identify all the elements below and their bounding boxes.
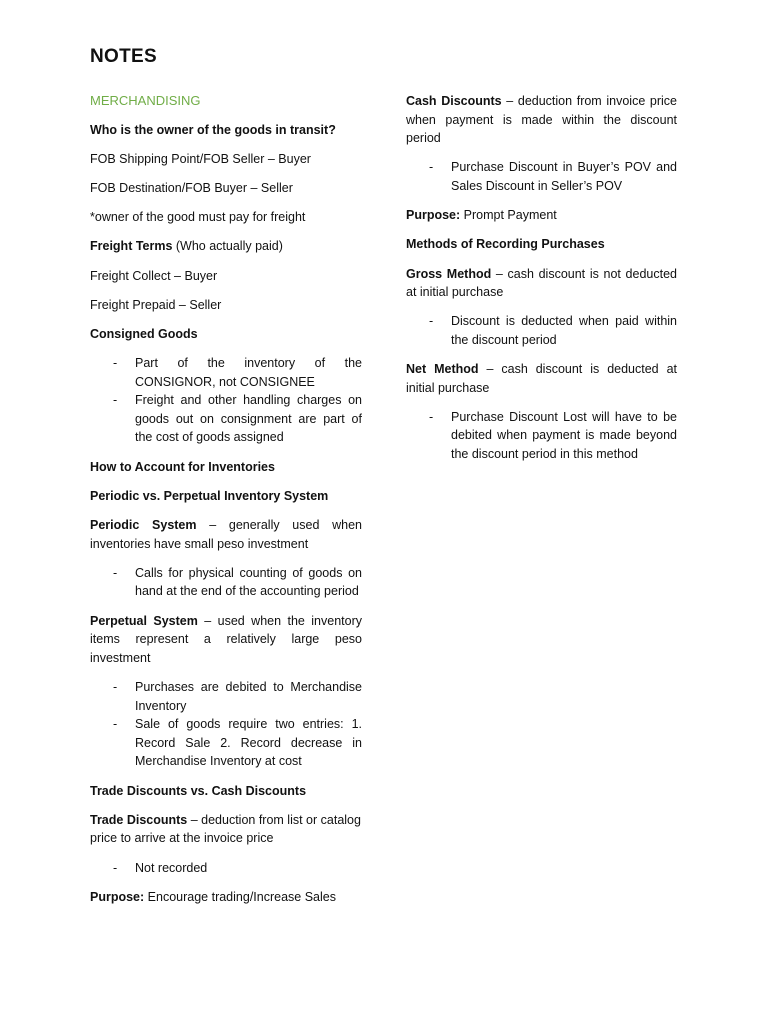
gross-bullet-list xyxy=(406,312,677,349)
list-item: - Purchase Discount Lost will have to be debited when payment is made beyond the discount period in this method xyxy=(406,408,677,464)
purpose-label: Purpose: xyxy=(90,889,145,904)
net-bullet-list xyxy=(406,408,677,464)
methods-heading: Methods of Recording Purchases xyxy=(406,237,605,252)
freight-terms-line xyxy=(90,237,362,256)
cash-purpose-line xyxy=(406,206,677,225)
trade-purpose-line xyxy=(90,888,362,907)
gross-method-paragraph xyxy=(406,265,677,302)
net-text: – cash discount is deducted at initial purchase xyxy=(406,362,677,395)
cash-label: Cash Discounts xyxy=(406,94,502,108)
periodic-label: Periodic System xyxy=(90,518,197,533)
fob-destination-line: FOB Destination/FOB Buyer – Seller xyxy=(90,180,293,195)
list-item: - Freight and other handling charges on goods out on consignment are part of the cost of goods assigned xyxy=(90,391,362,447)
purpose-text: Encourage trading/Increase Sales xyxy=(144,889,336,904)
list-item: - Calls for physical counting of goods on hand at the end of the accounting period xyxy=(90,564,362,601)
periodic-text: – generally used when inventories have small peso investment xyxy=(90,518,362,551)
cash-bullet-list xyxy=(406,158,677,195)
trade-label: Trade Discounts xyxy=(90,812,188,827)
page-title: NOTES xyxy=(90,46,157,67)
perpetual-bullet-list xyxy=(90,678,362,771)
purpose-text: Prompt Payment xyxy=(460,208,557,223)
list-item: - Purchases are debited to Merchandise Inventory xyxy=(90,678,362,715)
owner-pays-note: *owner of the good must pay for freight xyxy=(90,210,306,225)
gross-label: Gross Method xyxy=(406,266,492,281)
right-column xyxy=(406,92,677,474)
list-item: - Discount is deducted when paid within the discount period xyxy=(406,312,677,349)
trade-text: – deduction from list or catalog price to arrive at the invoice price xyxy=(90,812,361,846)
list-item: - Not recorded xyxy=(90,859,362,878)
consigned-goods-heading: Consigned Goods xyxy=(90,326,198,341)
freight-collect-line: Freight Collect – Buyer xyxy=(90,268,218,283)
purpose-label: Purpose: xyxy=(406,208,461,223)
list-item: - Part of the inventory of the CONSIGNOR, not CONSIGNEE xyxy=(90,354,362,391)
left-column xyxy=(90,92,362,917)
trade-vs-cash-heading: Trade Discounts vs. Cash Discounts xyxy=(90,783,307,798)
periodic-vs-perpetual-heading: Periodic vs. Perpetual Inventory System xyxy=(90,488,329,503)
section-heading: MERCHANDISING xyxy=(90,93,201,108)
trade-bullet-list xyxy=(90,859,362,878)
cash-text: – deduction from invoice price when payment is made within the discount period xyxy=(406,94,678,146)
perpetual-system-paragraph xyxy=(90,612,362,668)
list-item: - Sale of goods require two entries: 1. Record Sale 2. Record decrease in Merchandise Inventory at cost xyxy=(90,715,362,771)
periodic-bullet-list xyxy=(90,564,362,601)
list-item: - Purchase Discount in Buyer’s POV and Sales Discount in Seller’s POV xyxy=(406,158,677,195)
freight-prepaid-line: Freight Prepaid – Seller xyxy=(90,297,222,312)
fob-shipping-line: FOB Shipping Point/FOB Seller – Buyer xyxy=(90,151,311,166)
gross-text: – cash discount is not deducted at initial purchase xyxy=(406,266,677,300)
periodic-system-paragraph xyxy=(90,516,362,553)
trade-discounts-paragraph xyxy=(90,811,362,848)
freight-terms-label: Freight Terms xyxy=(90,239,173,254)
consigned-bullet-list xyxy=(90,354,362,447)
net-method-paragraph xyxy=(406,360,677,397)
owner-question: Who is the owner of the goods in transit? xyxy=(90,122,336,137)
perpetual-label: Perpetual System xyxy=(90,613,198,628)
how-to-account-heading: How to Account for Inventories xyxy=(90,459,275,474)
net-label: Net Method xyxy=(406,362,479,377)
freight-terms-text: (Who actually paid) xyxy=(172,239,283,254)
perpetual-text: – used when the inventory items represent a relatively large peso investment xyxy=(90,613,362,665)
cash-discounts-paragraph xyxy=(406,92,677,148)
